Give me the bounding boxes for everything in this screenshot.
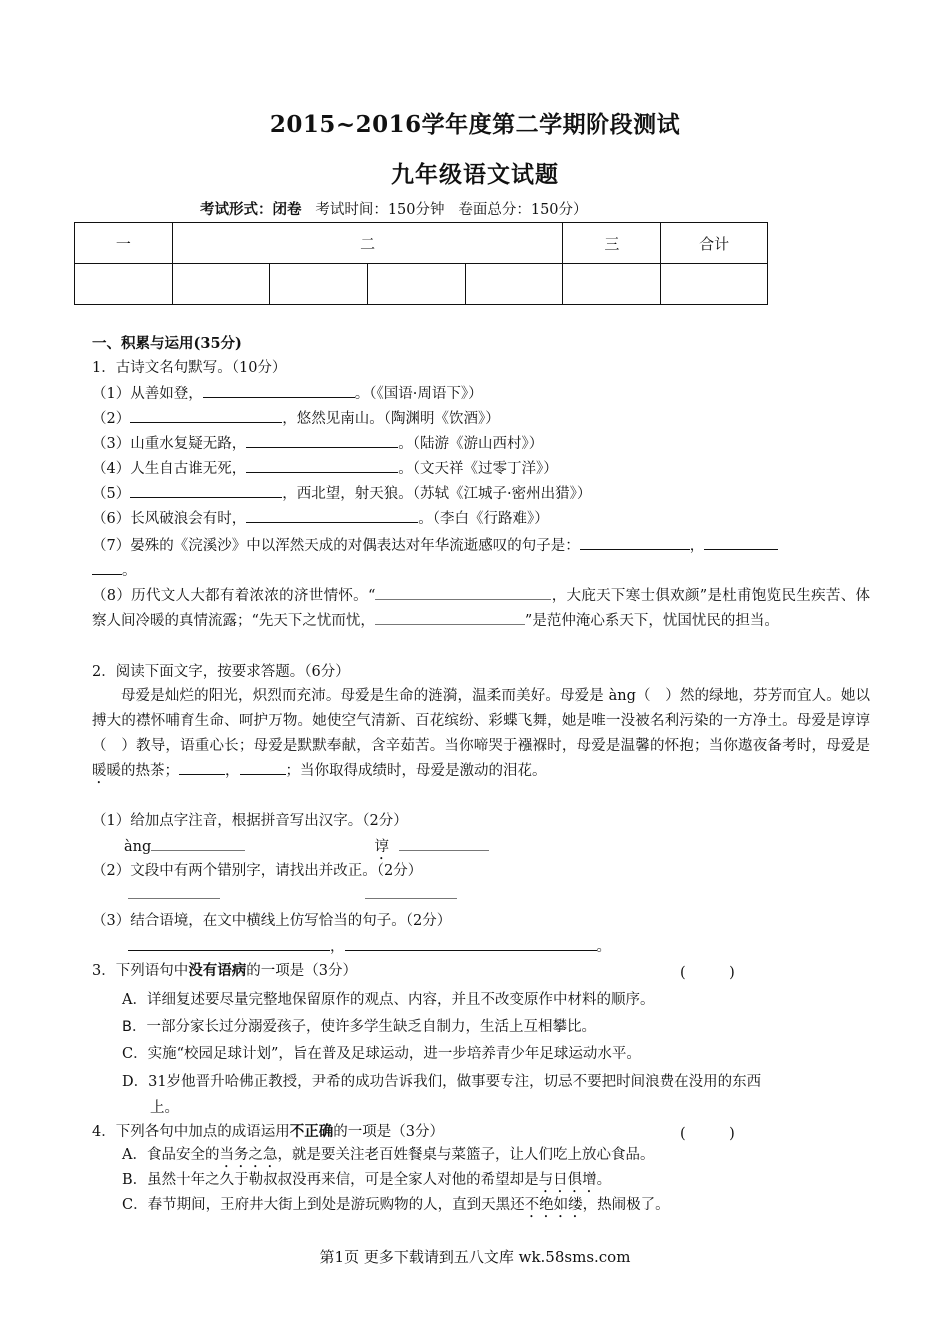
- q2-sub1: （1）给加点字注音，根据拼音写出汉字。（2分）: [92, 813, 408, 829]
- q1-item-7: （7）晏殊的《浣溪沙》中以浑然天成的对偶表达对年华流逝感叹的句子是： ， 。: [92, 534, 870, 584]
- answer-blank[interactable]: [580, 535, 690, 550]
- q1-stem: 1．古诗文名句默写。（10分）: [92, 360, 287, 376]
- score-cell[interactable]: [368, 264, 466, 305]
- score-cell[interactable]: [661, 264, 768, 305]
- answer-blank[interactable]: [240, 760, 286, 775]
- exam-subtitle: 九年级语文试题: [391, 161, 559, 188]
- q1-item-2: （2） ，悠然见南山。（陶渊明《饮酒》）: [92, 408, 500, 429]
- answer-blank[interactable]: [130, 483, 282, 498]
- q2-sub3: （3）结合语境，在文中横线上仿写恰当的句子。（2分）: [92, 913, 452, 929]
- score-cell[interactable]: [563, 264, 661, 305]
- score-cell[interactable]: [465, 264, 563, 305]
- answer-blank[interactable]: [130, 408, 282, 423]
- answer-blank[interactable]: [399, 836, 489, 851]
- q1-item-3: （3）山重水复疑无路， 。（陆游《游山西村》）: [92, 433, 543, 454]
- q4-option-c: C．春节期间，王府井大街上到处是游玩购物的人，直到天黑还不绝如缕，热闹极了。: [122, 1197, 670, 1213]
- q2-stem: 2．阅读下面文字，按要求答题。（6分）: [92, 664, 350, 680]
- q1-item-5: （5） ，西北望，射天狼。（苏轼《江城子·密州出猎》）: [92, 483, 591, 504]
- section-heading: 一、积累与运用(35分): [92, 335, 242, 352]
- answer-blank[interactable]: [345, 936, 597, 951]
- q3-answer-paren[interactable]: ( ): [680, 965, 735, 981]
- q3-option-d: D．31岁他晋升哈佛正教授，尹希的成功告诉我们，做事要专注，切忌不要把时间浪费在没用的东西: [122, 1074, 762, 1090]
- q3-option-c: C．实施“校园足球计划”，旨在普及足球运动，进一步培养青少年足球运动水平。: [122, 1046, 641, 1062]
- q3-option-d-cont: 上。: [150, 1100, 179, 1116]
- score-col-1: 一: [75, 223, 173, 264]
- q3-stem: 3．下列语句中没有语病的一项是（3分）: [92, 962, 357, 979]
- q1-item-6: （6）长风破浪会有时， 。（李白《行路难》）: [92, 508, 549, 529]
- exam-title: 2015~2016学年度第二学期阶段测试: [269, 111, 681, 138]
- q1-item-1: （1）从善如登， 。（《国语·周语下》）: [92, 383, 483, 404]
- answer-blank[interactable]: [128, 936, 330, 951]
- answer-blank[interactable]: [246, 508, 418, 523]
- answer-blank[interactable]: [704, 535, 778, 550]
- page-footer: 第1页 更多下载请到五八文库 wk.58sms.com: [319, 1248, 631, 1266]
- answer-blank[interactable]: [246, 433, 398, 448]
- answer-blank[interactable]: [375, 585, 551, 600]
- answer-blank[interactable]: [365, 884, 457, 899]
- exam-time: 考试时间：150分钟: [315, 202, 445, 218]
- exam-form: 考试形式：闭卷: [200, 201, 302, 218]
- score-cell[interactable]: [75, 264, 173, 305]
- score-table: [74, 222, 768, 305]
- score-table-row: [75, 264, 768, 305]
- answer-blank[interactable]: [179, 760, 225, 775]
- q4-stem: 4．下列各句中加点的成语运用不正确的一项是（3分）: [92, 1123, 444, 1140]
- q3-option-a: A．详细复述要尽量完整地保留原作的观点、内容，并且不改变原作中材料的顺序。: [122, 992, 655, 1008]
- score-cell[interactable]: [172, 264, 270, 305]
- q2-sub1-answers: àng 谆: [124, 836, 489, 863]
- exam-info: [200, 198, 588, 219]
- q2-sub3-answers: ， 。: [128, 936, 611, 957]
- score-col-3: 三: [563, 223, 661, 264]
- score-table-header: [75, 223, 768, 264]
- q2-sub2: （2）文段中有两个错别字，请找出并改正。（2分）: [92, 863, 423, 879]
- score-col-total: 合计: [661, 223, 768, 264]
- q4-option-b: B．虽然十年之久于勒叔叔没再来信，可是全家人对他的希望却是与日俱增。: [122, 1172, 612, 1188]
- exam-total: 卷面总分：150分）: [458, 202, 588, 218]
- answer-blank[interactable]: [203, 383, 355, 398]
- q1-item-8: （8）历代文人大都有着浓浓的济世情怀。“ ，大庇天下寒士俱欢颜”是杜甫饱览民生疾苦、体察人间冷暖的真情流露；“先天下之忧而忧， ”是范仲淹心系天下，忧国忧民的担当。: [92, 584, 870, 634]
- answer-blank[interactable]: [92, 560, 122, 575]
- q4-answer-paren[interactable]: ( ): [680, 1126, 735, 1142]
- answer-blank[interactable]: [246, 458, 398, 473]
- score-cell[interactable]: [270, 264, 368, 305]
- answer-blank[interactable]: [128, 884, 220, 899]
- answer-blank[interactable]: [151, 836, 245, 851]
- q2-passage: 母爱是灿烂的阳光，炽烈而充沛。母爱是生命的涟漪，温柔而美好。母爱是 àng（ ）然的绿地，芬芳而宜人。她以搏大的襟怀哺育生命、呵护万物。她使空气清新、百花缤纷、彩蝶飞舞，她是唯一没被名利污染的一方净土。母爱是谆谆（ ）教导，语重心长；母爱是默默奉献，含辛茹苦。当你啼哭于襁褓时，母爱是温馨的怀抱；当你遨夜备考时，母爱是暖暖的热茶； ， ；当你取得成绩时，母爱是激动的泪花。: [92, 688, 870, 779]
- answer-blank[interactable]: [375, 610, 525, 625]
- q2-sub2-answers: [128, 884, 457, 905]
- q4-option-a: A．食品安全的当务之急，就是要关注老百姓餐桌与菜篮子，让人们吃上放心食品。: [122, 1147, 655, 1163]
- q1-item-4: （4）人生自古谁无死， 。（文天祥《过零丁洋》）: [92, 458, 558, 479]
- score-col-2: 二: [172, 223, 563, 264]
- q3-option-b: B．一部分家长过分溺爱孩子，使许多学生缺乏自制力，生活上互相攀比。: [122, 1019, 596, 1035]
